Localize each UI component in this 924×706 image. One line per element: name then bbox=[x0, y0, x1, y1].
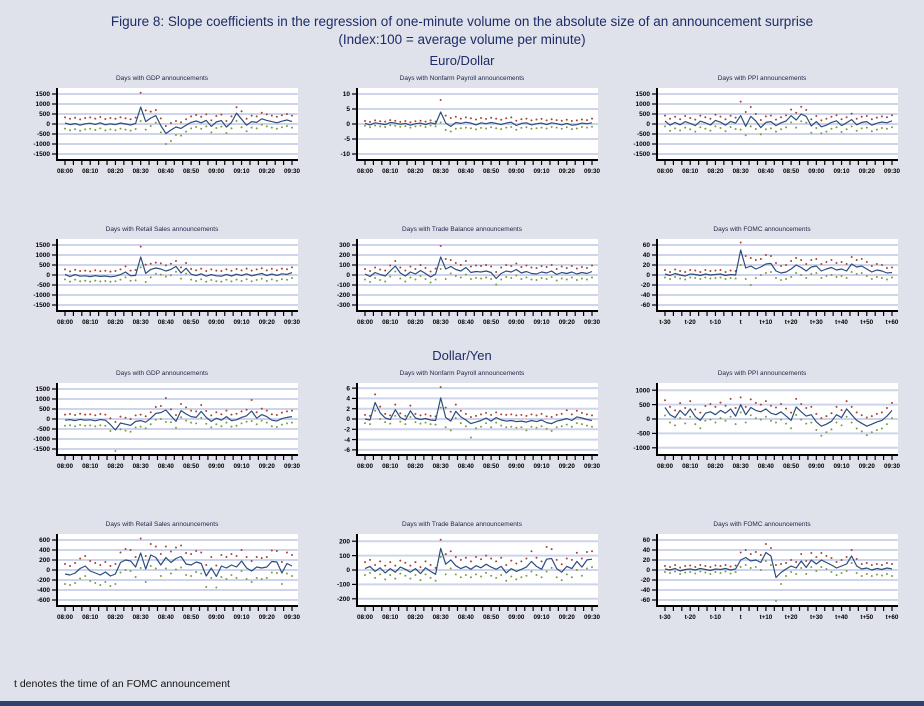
section-euro-dollar bbox=[0, 53, 924, 340]
svg-text:t+30: t+30 bbox=[809, 614, 823, 622]
chart-euro-gdp bbox=[17, 74, 307, 189]
chart-euro-trade-balance bbox=[317, 225, 607, 340]
svg-text:08:30: 08:30 bbox=[732, 463, 749, 471]
svg-text:t+50: t+50 bbox=[860, 319, 874, 327]
svg-text:08:20: 08:20 bbox=[707, 168, 724, 176]
svg-text:09:10: 09:10 bbox=[533, 614, 550, 622]
figure-title-line2: (Index:100 = average volume per minute) bbox=[338, 32, 586, 48]
svg-text:t-30: t-30 bbox=[659, 614, 671, 622]
svg-text:0: 0 bbox=[346, 272, 350, 280]
svg-text:-4: -4 bbox=[344, 437, 350, 445]
chart-title-euro-nonfarm-payroll: Days with Nonfarm Payroll announcements bbox=[399, 75, 525, 83]
svg-text:-500: -500 bbox=[36, 426, 50, 434]
svg-text:-200: -200 bbox=[336, 292, 350, 300]
svg-text:08:20: 08:20 bbox=[407, 463, 424, 471]
chart-yen-retail-sales bbox=[17, 520, 307, 635]
svg-text:1000: 1000 bbox=[35, 101, 50, 109]
svg-text:-1000: -1000 bbox=[633, 445, 650, 453]
svg-text:08:50: 08:50 bbox=[483, 614, 500, 622]
svg-text:t+60: t+60 bbox=[885, 319, 899, 327]
svg-text:60: 60 bbox=[642, 242, 650, 250]
svg-text:09:10: 09:10 bbox=[833, 463, 850, 471]
svg-text:-1000: -1000 bbox=[33, 141, 50, 149]
svg-text:08:50: 08:50 bbox=[783, 168, 800, 176]
svg-text:09:10: 09:10 bbox=[233, 614, 250, 622]
svg-text:09:00: 09:00 bbox=[808, 168, 825, 176]
svg-text:60: 60 bbox=[642, 537, 650, 545]
svg-text:1000: 1000 bbox=[635, 387, 650, 395]
chart-canvas-yen-trade-balance bbox=[317, 530, 607, 635]
svg-text:500: 500 bbox=[639, 402, 650, 410]
svg-text:-200: -200 bbox=[336, 596, 350, 604]
chart-euro-retail-sales bbox=[17, 225, 307, 340]
svg-text:09:20: 09:20 bbox=[858, 168, 875, 176]
svg-text:09:20: 09:20 bbox=[858, 463, 875, 471]
svg-text:08:30: 08:30 bbox=[132, 614, 149, 622]
svg-text:09:00: 09:00 bbox=[208, 319, 225, 327]
svg-text:09:30: 09:30 bbox=[583, 614, 601, 622]
chart-title-yen-fomc: Days with FOMC announcements bbox=[713, 521, 811, 529]
svg-text:200: 200 bbox=[339, 252, 350, 260]
svg-text:09:20: 09:20 bbox=[258, 319, 275, 327]
svg-text:08:00: 08:00 bbox=[356, 614, 374, 622]
svg-text:09:30: 09:30 bbox=[283, 463, 301, 471]
svg-text:08:30: 08:30 bbox=[432, 463, 449, 471]
svg-text:09:30: 09:30 bbox=[283, 319, 301, 327]
svg-text:08:10: 08:10 bbox=[382, 614, 399, 622]
svg-text:09:30: 09:30 bbox=[883, 463, 901, 471]
svg-text:08:30: 08:30 bbox=[432, 614, 449, 622]
svg-text:t+30: t+30 bbox=[809, 319, 823, 327]
svg-text:t: t bbox=[739, 319, 742, 327]
svg-text:09:30: 09:30 bbox=[583, 319, 601, 327]
svg-text:08:10: 08:10 bbox=[82, 319, 99, 327]
svg-text:08:40: 08:40 bbox=[157, 614, 174, 622]
svg-text:08:00: 08:00 bbox=[656, 168, 674, 176]
svg-text:200: 200 bbox=[339, 538, 350, 546]
svg-text:6: 6 bbox=[346, 385, 350, 393]
svg-text:0: 0 bbox=[46, 567, 50, 575]
svg-text:t+10: t+10 bbox=[759, 614, 773, 622]
svg-text:08:30: 08:30 bbox=[132, 168, 149, 176]
svg-text:-40: -40 bbox=[640, 587, 650, 595]
svg-text:-500: -500 bbox=[36, 131, 50, 139]
svg-text:500: 500 bbox=[39, 406, 50, 414]
chart-yen-gdp bbox=[17, 369, 307, 484]
svg-text:08:50: 08:50 bbox=[483, 319, 500, 327]
svg-text:1500: 1500 bbox=[35, 242, 50, 250]
chart-canvas-euro-gdp bbox=[17, 84, 307, 189]
svg-text:-1000: -1000 bbox=[33, 436, 50, 444]
chart-euro-ppi bbox=[617, 74, 907, 189]
svg-text:08:40: 08:40 bbox=[457, 614, 474, 622]
svg-text:08:00: 08:00 bbox=[356, 463, 374, 471]
svg-text:1500: 1500 bbox=[35, 386, 50, 394]
figure-title-line1: Figure 8: Slope coefficients in the regression of one-minute volume on the absolute size of an announcement surprise bbox=[110, 14, 814, 29]
svg-text:09:20: 09:20 bbox=[258, 614, 275, 622]
svg-text:t-10: t-10 bbox=[709, 614, 722, 622]
svg-text:08:20: 08:20 bbox=[407, 614, 424, 622]
svg-text:-300: -300 bbox=[336, 302, 350, 310]
svg-text:-100: -100 bbox=[336, 582, 350, 590]
svg-text:600: 600 bbox=[39, 537, 50, 545]
svg-text:09:20: 09:20 bbox=[258, 463, 275, 471]
svg-text:09:00: 09:00 bbox=[508, 614, 525, 622]
svg-text:1000: 1000 bbox=[635, 101, 650, 109]
chart-canvas-euro-fomc bbox=[617, 235, 907, 340]
svg-text:-60: -60 bbox=[640, 302, 650, 310]
svg-text:-200: -200 bbox=[36, 577, 50, 585]
svg-text:-40: -40 bbox=[640, 292, 650, 300]
svg-text:40: 40 bbox=[642, 252, 650, 260]
svg-text:-500: -500 bbox=[636, 431, 650, 439]
svg-text:09:00: 09:00 bbox=[808, 463, 825, 471]
svg-text:200: 200 bbox=[39, 557, 50, 565]
svg-text:09:10: 09:10 bbox=[233, 319, 250, 327]
svg-text:08:00: 08:00 bbox=[356, 168, 374, 176]
svg-text:0: 0 bbox=[46, 121, 50, 129]
svg-text:08:40: 08:40 bbox=[457, 168, 474, 176]
svg-text:08:50: 08:50 bbox=[183, 168, 200, 176]
svg-text:08:50: 08:50 bbox=[183, 319, 200, 327]
svg-text:08:40: 08:40 bbox=[457, 463, 474, 471]
svg-text:08:20: 08:20 bbox=[107, 614, 124, 622]
svg-text:-10: -10 bbox=[340, 151, 350, 159]
svg-text:1000: 1000 bbox=[35, 396, 50, 404]
svg-text:09:30: 09:30 bbox=[583, 463, 601, 471]
chart-grid-euro-dollar bbox=[0, 74, 924, 340]
svg-text:t+10: t+10 bbox=[759, 319, 773, 327]
svg-text:08:20: 08:20 bbox=[107, 168, 124, 176]
chart-canvas-euro-ppi bbox=[617, 84, 907, 189]
section-heading-dollar-yen: Dollar/Yen bbox=[432, 348, 492, 364]
svg-text:08:50: 08:50 bbox=[183, 463, 200, 471]
svg-text:08:10: 08:10 bbox=[82, 168, 99, 176]
svg-text:08:30: 08:30 bbox=[132, 319, 149, 327]
svg-text:2: 2 bbox=[346, 406, 350, 414]
svg-text:-1500: -1500 bbox=[633, 151, 650, 159]
page-bottom-border bbox=[0, 701, 924, 706]
svg-text:-600: -600 bbox=[36, 597, 50, 605]
svg-text:09:20: 09:20 bbox=[558, 463, 575, 471]
chart-canvas-yen-ppi bbox=[617, 379, 907, 484]
chart-yen-ppi bbox=[617, 369, 907, 484]
svg-text:100: 100 bbox=[339, 262, 350, 270]
svg-text:08:00: 08:00 bbox=[356, 319, 374, 327]
svg-text:08:20: 08:20 bbox=[107, 463, 124, 471]
svg-text:08:20: 08:20 bbox=[707, 463, 724, 471]
svg-text:t: t bbox=[739, 614, 742, 622]
svg-text:09:00: 09:00 bbox=[208, 614, 225, 622]
svg-text:08:40: 08:40 bbox=[757, 463, 774, 471]
svg-text:08:40: 08:40 bbox=[457, 319, 474, 327]
chart-grid-dollar-yen bbox=[0, 369, 924, 635]
svg-text:09:30: 09:30 bbox=[583, 168, 601, 176]
svg-text:08:30: 08:30 bbox=[132, 463, 149, 471]
svg-text:0: 0 bbox=[646, 121, 650, 129]
svg-text:09:00: 09:00 bbox=[508, 319, 525, 327]
svg-text:-500: -500 bbox=[636, 131, 650, 139]
svg-text:09:00: 09:00 bbox=[208, 463, 225, 471]
svg-text:0: 0 bbox=[346, 567, 350, 575]
svg-text:-500: -500 bbox=[36, 282, 50, 290]
svg-text:09:10: 09:10 bbox=[533, 463, 550, 471]
svg-text:-1500: -1500 bbox=[33, 446, 50, 454]
svg-text:0: 0 bbox=[46, 272, 50, 280]
svg-text:-400: -400 bbox=[36, 587, 50, 595]
svg-text:1000: 1000 bbox=[35, 252, 50, 260]
svg-text:08:00: 08:00 bbox=[56, 463, 74, 471]
svg-text:08:00: 08:00 bbox=[656, 463, 674, 471]
svg-text:t-30: t-30 bbox=[659, 319, 671, 327]
chart-title-yen-ppi: Days with PPI announcements bbox=[717, 370, 807, 378]
svg-text:4: 4 bbox=[346, 396, 350, 404]
svg-text:08:20: 08:20 bbox=[407, 168, 424, 176]
svg-text:09:30: 09:30 bbox=[283, 614, 301, 622]
svg-text:t-20: t-20 bbox=[684, 614, 696, 622]
svg-text:500: 500 bbox=[639, 111, 650, 119]
svg-text:t+60: t+60 bbox=[885, 614, 899, 622]
svg-text:t+20: t+20 bbox=[784, 319, 798, 327]
svg-text:0: 0 bbox=[46, 416, 50, 424]
svg-text:-60: -60 bbox=[640, 597, 650, 605]
svg-text:1500: 1500 bbox=[35, 91, 50, 99]
svg-text:t+40: t+40 bbox=[835, 614, 848, 622]
chart-title-yen-retail-sales: Days with Retail Sales announcements bbox=[105, 521, 219, 529]
svg-text:-20: -20 bbox=[640, 577, 650, 585]
svg-text:09:20: 09:20 bbox=[558, 614, 575, 622]
svg-text:10: 10 bbox=[342, 91, 350, 99]
svg-text:08:10: 08:10 bbox=[382, 168, 399, 176]
svg-text:08:10: 08:10 bbox=[82, 614, 99, 622]
svg-text:-1500: -1500 bbox=[33, 151, 50, 159]
chart-canvas-yen-fomc bbox=[617, 530, 907, 635]
svg-text:-1000: -1000 bbox=[33, 292, 50, 300]
svg-text:08:00: 08:00 bbox=[56, 319, 74, 327]
svg-text:09:00: 09:00 bbox=[508, 463, 525, 471]
svg-text:09:20: 09:20 bbox=[258, 168, 275, 176]
svg-text:08:40: 08:40 bbox=[157, 319, 174, 327]
svg-text:08:40: 08:40 bbox=[157, 168, 174, 176]
svg-text:-20: -20 bbox=[640, 282, 650, 290]
svg-text:08:10: 08:10 bbox=[382, 319, 399, 327]
svg-text:0: 0 bbox=[346, 416, 350, 424]
svg-text:t+40: t+40 bbox=[835, 319, 848, 327]
svg-text:300: 300 bbox=[339, 242, 350, 250]
chart-canvas-euro-nonfarm-payroll bbox=[317, 84, 607, 189]
chart-title-euro-retail-sales: Days with Retail Sales announcements bbox=[105, 226, 219, 234]
chart-canvas-yen-retail-sales bbox=[17, 530, 307, 635]
section-heading-euro-dollar: Euro/Dollar bbox=[429, 53, 495, 69]
svg-text:09:00: 09:00 bbox=[208, 168, 225, 176]
svg-text:-100: -100 bbox=[336, 282, 350, 290]
svg-text:5: 5 bbox=[346, 106, 350, 114]
svg-text:t-20: t-20 bbox=[684, 319, 696, 327]
svg-text:1500: 1500 bbox=[635, 91, 650, 99]
chart-title-euro-ppi: Days with PPI announcements bbox=[717, 75, 807, 83]
svg-text:-5: -5 bbox=[344, 136, 350, 144]
svg-text:500: 500 bbox=[39, 111, 50, 119]
chart-title-yen-trade-balance: Days with Trade Balance announcements bbox=[402, 521, 522, 529]
svg-text:08:00: 08:00 bbox=[56, 614, 74, 622]
svg-text:08:50: 08:50 bbox=[483, 463, 500, 471]
chart-title-yen-nonfarm-payroll: Days with Nonfarm Payroll announcements bbox=[399, 370, 525, 378]
chart-canvas-euro-trade-balance bbox=[317, 235, 607, 340]
chart-title-euro-trade-balance: Days with Trade Balance announcements bbox=[402, 226, 522, 234]
svg-text:400: 400 bbox=[39, 547, 50, 555]
chart-euro-fomc bbox=[617, 225, 907, 340]
svg-text:08:10: 08:10 bbox=[82, 463, 99, 471]
svg-text:-1500: -1500 bbox=[33, 302, 50, 310]
svg-text:09:10: 09:10 bbox=[833, 168, 850, 176]
svg-text:09:20: 09:20 bbox=[558, 168, 575, 176]
svg-text:08:30: 08:30 bbox=[732, 168, 749, 176]
svg-text:09:20: 09:20 bbox=[558, 319, 575, 327]
svg-text:08:30: 08:30 bbox=[432, 168, 449, 176]
svg-text:t-10: t-10 bbox=[709, 319, 722, 327]
svg-text:100: 100 bbox=[339, 553, 350, 561]
chart-euro-nonfarm-payroll bbox=[317, 74, 607, 189]
section-dollar-yen bbox=[0, 348, 924, 635]
figure-footnote: t denotes the time of an FOMC announcement bbox=[14, 678, 230, 690]
svg-text:09:10: 09:10 bbox=[533, 168, 550, 176]
chart-canvas-euro-retail-sales bbox=[17, 235, 307, 340]
chart-yen-trade-balance bbox=[317, 520, 607, 635]
svg-text:08:40: 08:40 bbox=[157, 463, 174, 471]
chart-canvas-yen-nonfarm-payroll bbox=[317, 379, 607, 484]
svg-text:20: 20 bbox=[642, 557, 650, 565]
figure-title bbox=[0, 0, 924, 49]
svg-text:09:00: 09:00 bbox=[508, 168, 525, 176]
svg-text:08:50: 08:50 bbox=[783, 463, 800, 471]
svg-text:09:30: 09:30 bbox=[883, 168, 901, 176]
svg-text:08:20: 08:20 bbox=[107, 319, 124, 327]
svg-text:t+20: t+20 bbox=[784, 614, 798, 622]
chart-title-euro-gdp: Days with GDP announcements bbox=[115, 75, 208, 83]
svg-text:08:10: 08:10 bbox=[682, 168, 699, 176]
svg-text:08:50: 08:50 bbox=[483, 168, 500, 176]
svg-text:40: 40 bbox=[642, 547, 650, 555]
chart-yen-nonfarm-payroll bbox=[317, 369, 607, 484]
svg-text:09:30: 09:30 bbox=[283, 168, 301, 176]
chart-yen-fomc bbox=[617, 520, 907, 635]
svg-text:08:20: 08:20 bbox=[407, 319, 424, 327]
svg-text:-6: -6 bbox=[344, 447, 350, 455]
svg-text:t+50: t+50 bbox=[860, 614, 874, 622]
svg-text:08:10: 08:10 bbox=[382, 463, 399, 471]
svg-text:08:50: 08:50 bbox=[183, 614, 200, 622]
svg-text:500: 500 bbox=[39, 262, 50, 270]
chart-title-euro-fomc: Days with FOMC announcements bbox=[713, 226, 811, 234]
svg-text:08:30: 08:30 bbox=[432, 319, 449, 327]
svg-text:08:00: 08:00 bbox=[56, 168, 74, 176]
svg-text:20: 20 bbox=[642, 262, 650, 270]
svg-text:09:10: 09:10 bbox=[233, 463, 250, 471]
svg-text:09:10: 09:10 bbox=[533, 319, 550, 327]
chart-canvas-yen-gdp bbox=[17, 379, 307, 484]
svg-text:0: 0 bbox=[346, 121, 350, 129]
svg-text:09:10: 09:10 bbox=[233, 168, 250, 176]
svg-text:08:40: 08:40 bbox=[757, 168, 774, 176]
svg-text:0: 0 bbox=[646, 272, 650, 280]
svg-text:0: 0 bbox=[646, 416, 650, 424]
svg-text:0: 0 bbox=[646, 567, 650, 575]
svg-text:-1000: -1000 bbox=[633, 141, 650, 149]
svg-text:08:10: 08:10 bbox=[682, 463, 699, 471]
svg-text:-2: -2 bbox=[344, 426, 350, 434]
chart-title-yen-gdp: Days with GDP announcements bbox=[115, 370, 208, 378]
